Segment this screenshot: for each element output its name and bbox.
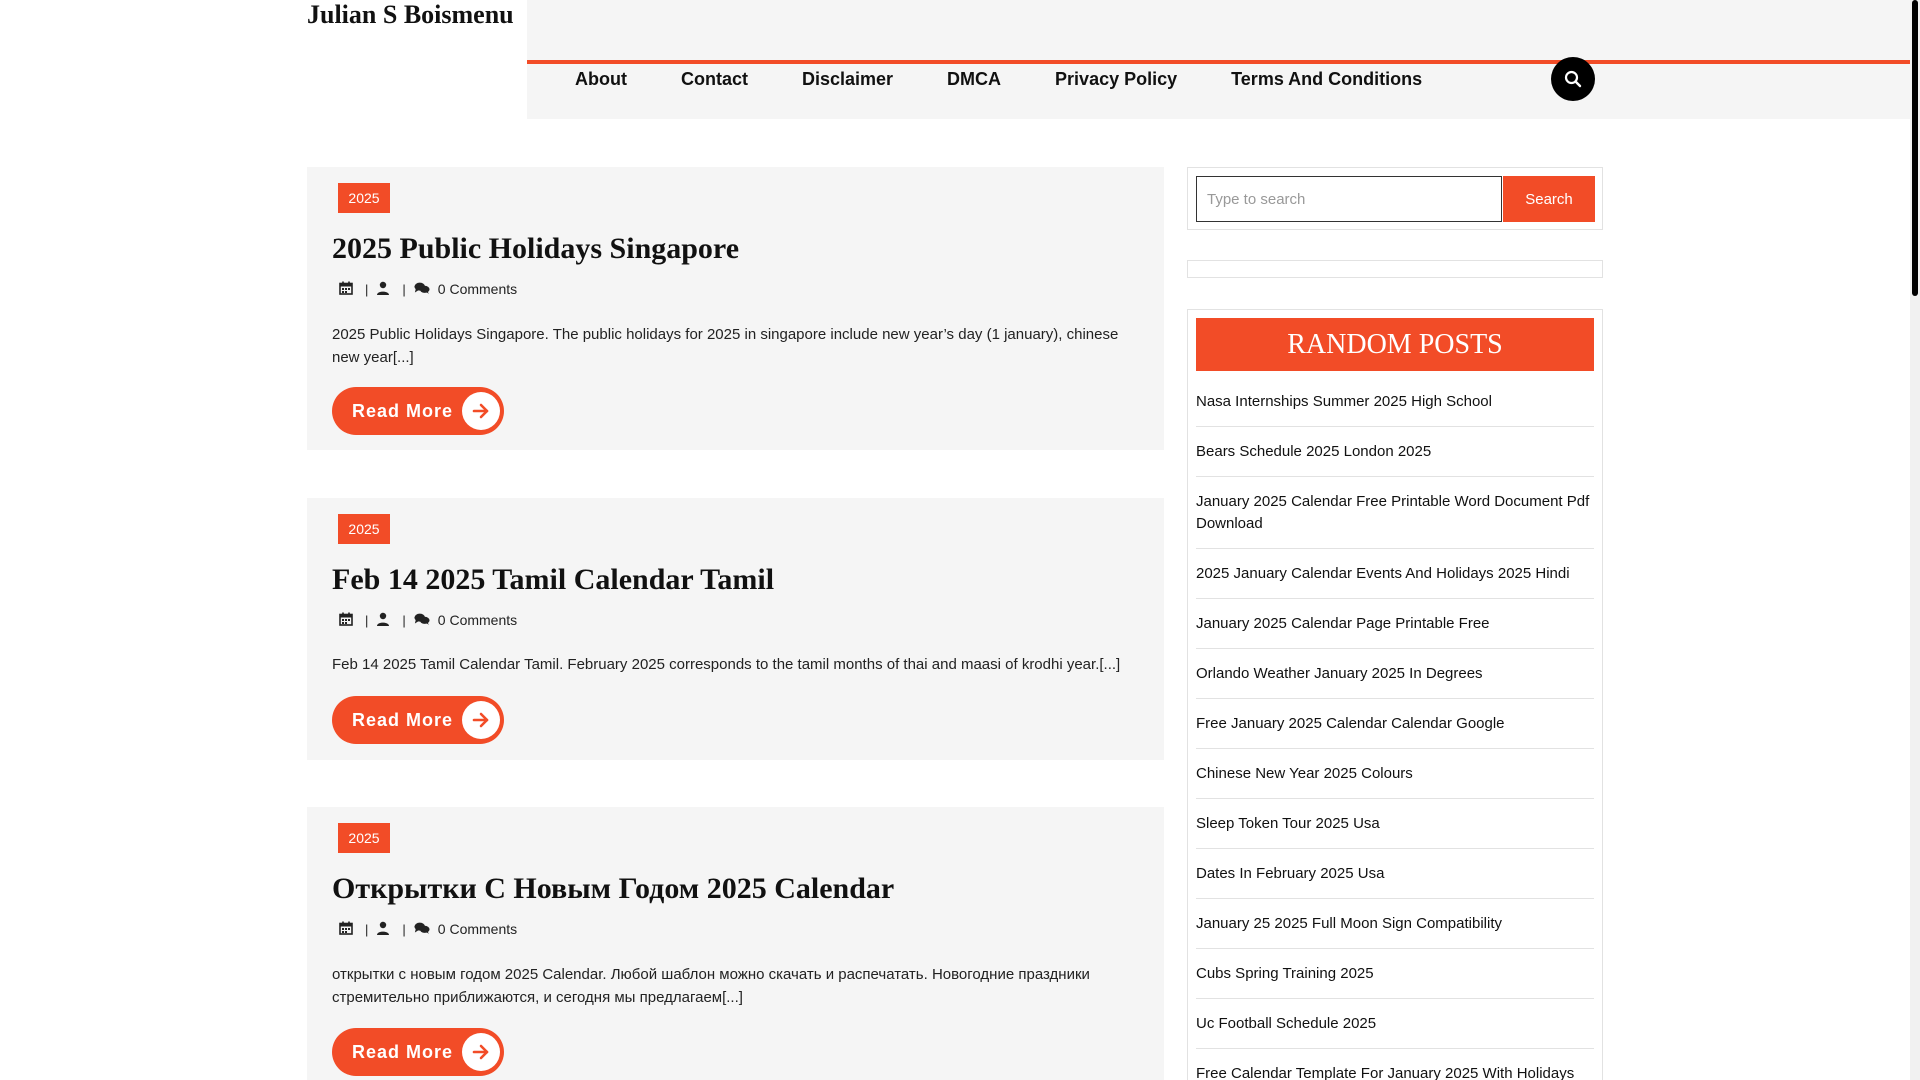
nav-search-button[interactable] [1551, 57, 1595, 101]
search-icon [1564, 70, 1582, 88]
nav-accent-bar [527, 60, 1910, 64]
meta-separator: | [402, 612, 406, 628]
article-title[interactable]: Feb 14 2025 Tamil Calendar Tamil [332, 563, 775, 596]
calendar-icon[interactable] [339, 612, 355, 628]
comments-icon[interactable] [414, 281, 430, 297]
nav-item-terms[interactable]: Terms And Conditions [1231, 69, 1423, 89]
site-title[interactable]: Julian S Boismenu [307, 0, 514, 29]
nav-menu [575, 67, 1476, 91]
read-more-label: Read More [352, 1041, 454, 1062]
calendar-icon[interactable] [339, 921, 355, 937]
article-title[interactable]: Открытки С Новым Годом 2025 Calendar [332, 872, 895, 905]
sidebar-search-widget [1187, 167, 1603, 230]
random-posts-widget [1187, 309, 1603, 1080]
empty-widget [1187, 260, 1603, 278]
article-excerpt: Feb 14 2025 Tamil Calendar Tamil. February 2025 corresponds to the tamil months of thai and maasi of krodhi year.[...] [332, 656, 1121, 673]
article-meta [339, 281, 517, 297]
page-scrollbar[interactable] [1910, 0, 1920, 1080]
comments-icon[interactable] [414, 921, 430, 937]
meta-separator: | [365, 281, 369, 297]
random-post-link[interactable]: Nasa Internships Summer 2025 High School [1196, 391, 1594, 427]
read-more-button[interactable] [332, 1028, 504, 1076]
random-post-link[interactable]: Cubs Spring Training 2025 [1196, 963, 1594, 999]
article-excerpt: открытки с новым годом 2025 Calendar. Любой шаблон можно скачать и распечатать. Новогодние праздники стремительно приближаются, и сегодня мы предлагаем[...] [332, 966, 1090, 1006]
article-card [307, 498, 1164, 760]
category-badge[interactable]: 2025 [338, 823, 390, 853]
user-icon[interactable] [376, 921, 392, 937]
article-title[interactable]: 2025 Public Holidays Singapore [332, 232, 740, 265]
random-post-link[interactable]: Sleep Token Tour 2025 Usa [1196, 813, 1594, 849]
comments-count[interactable]: 0 Comments [437, 921, 518, 937]
meta-separator: | [365, 921, 369, 937]
random-post-link[interactable]: Free January 2025 Calendar Calendar Google [1196, 713, 1594, 749]
meta-separator: | [402, 921, 406, 937]
random-post-link[interactable]: Dates In February 2025 Usa [1196, 863, 1594, 899]
random-posts-title: RANDOM POSTS [1196, 318, 1594, 371]
comments-count[interactable]: 0 Comments [437, 281, 518, 297]
search-button[interactable]: Search [1503, 176, 1595, 222]
article-card [307, 807, 1164, 1080]
search-input[interactable] [1196, 176, 1502, 222]
article-meta [339, 612, 517, 628]
article-meta [339, 921, 517, 937]
nav-item-disclaimer[interactable]: Disclaimer [801, 69, 894, 89]
nav-item-dmca[interactable]: DMCA [947, 69, 1002, 89]
read-more-label: Read More [352, 709, 454, 730]
random-post-link[interactable]: January 2025 Calendar Page Printable Free [1196, 613, 1594, 649]
random-post-link[interactable]: Uc Football Schedule 2025 [1196, 1013, 1594, 1049]
random-post-link[interactable]: January 2025 Calendar Free Printable Word Document Pdf Download [1196, 491, 1594, 549]
user-icon[interactable] [376, 281, 392, 297]
random-post-link[interactable]: Free Calendar Template For January 2025 With Holidays [1196, 1063, 1594, 1080]
calendar-icon[interactable] [339, 281, 355, 297]
article-card [307, 167, 1164, 450]
arrow-right-icon [462, 392, 500, 430]
random-post-link[interactable]: Bears Schedule 2025 London 2025 [1196, 441, 1594, 477]
category-badge[interactable]: 2025 [338, 514, 390, 544]
arrow-right-icon [462, 1033, 500, 1071]
comments-count[interactable]: 0 Comments [437, 612, 518, 628]
scrollbar-thumb[interactable] [1912, 0, 1918, 296]
read-more-label: Read More [352, 400, 454, 421]
random-post-link[interactable]: Chinese New Year 2025 Colours [1196, 763, 1594, 799]
user-icon[interactable] [376, 612, 392, 628]
random-post-link[interactable]: 2025 January Calendar Events And Holidays 2025 Hindi [1196, 563, 1594, 599]
article-excerpt: 2025 Public Holidays Singapore. The public holidays for 2025 in singapore include new year’s day (1 january), chinese new year[...] [332, 326, 1119, 366]
read-more-button[interactable] [332, 387, 504, 435]
random-post-link[interactable]: Orlando Weather January 2025 In Degrees [1196, 663, 1594, 699]
random-posts-list [1196, 391, 1594, 1080]
meta-separator: | [365, 612, 369, 628]
nav-item-about[interactable]: About [575, 69, 627, 89]
meta-separator: | [402, 281, 406, 297]
main-navbar [527, 0, 1910, 119]
read-more-button[interactable] [332, 696, 504, 744]
category-badge[interactable]: 2025 [338, 183, 390, 213]
random-post-link[interactable]: January 25 2025 Full Moon Sign Compatibility [1196, 913, 1594, 949]
nav-item-privacy-policy[interactable]: Privacy Policy [1055, 69, 1178, 89]
nav-item-contact[interactable]: Contact [680, 69, 748, 89]
arrow-right-icon [462, 701, 500, 739]
comments-icon[interactable] [414, 612, 430, 628]
